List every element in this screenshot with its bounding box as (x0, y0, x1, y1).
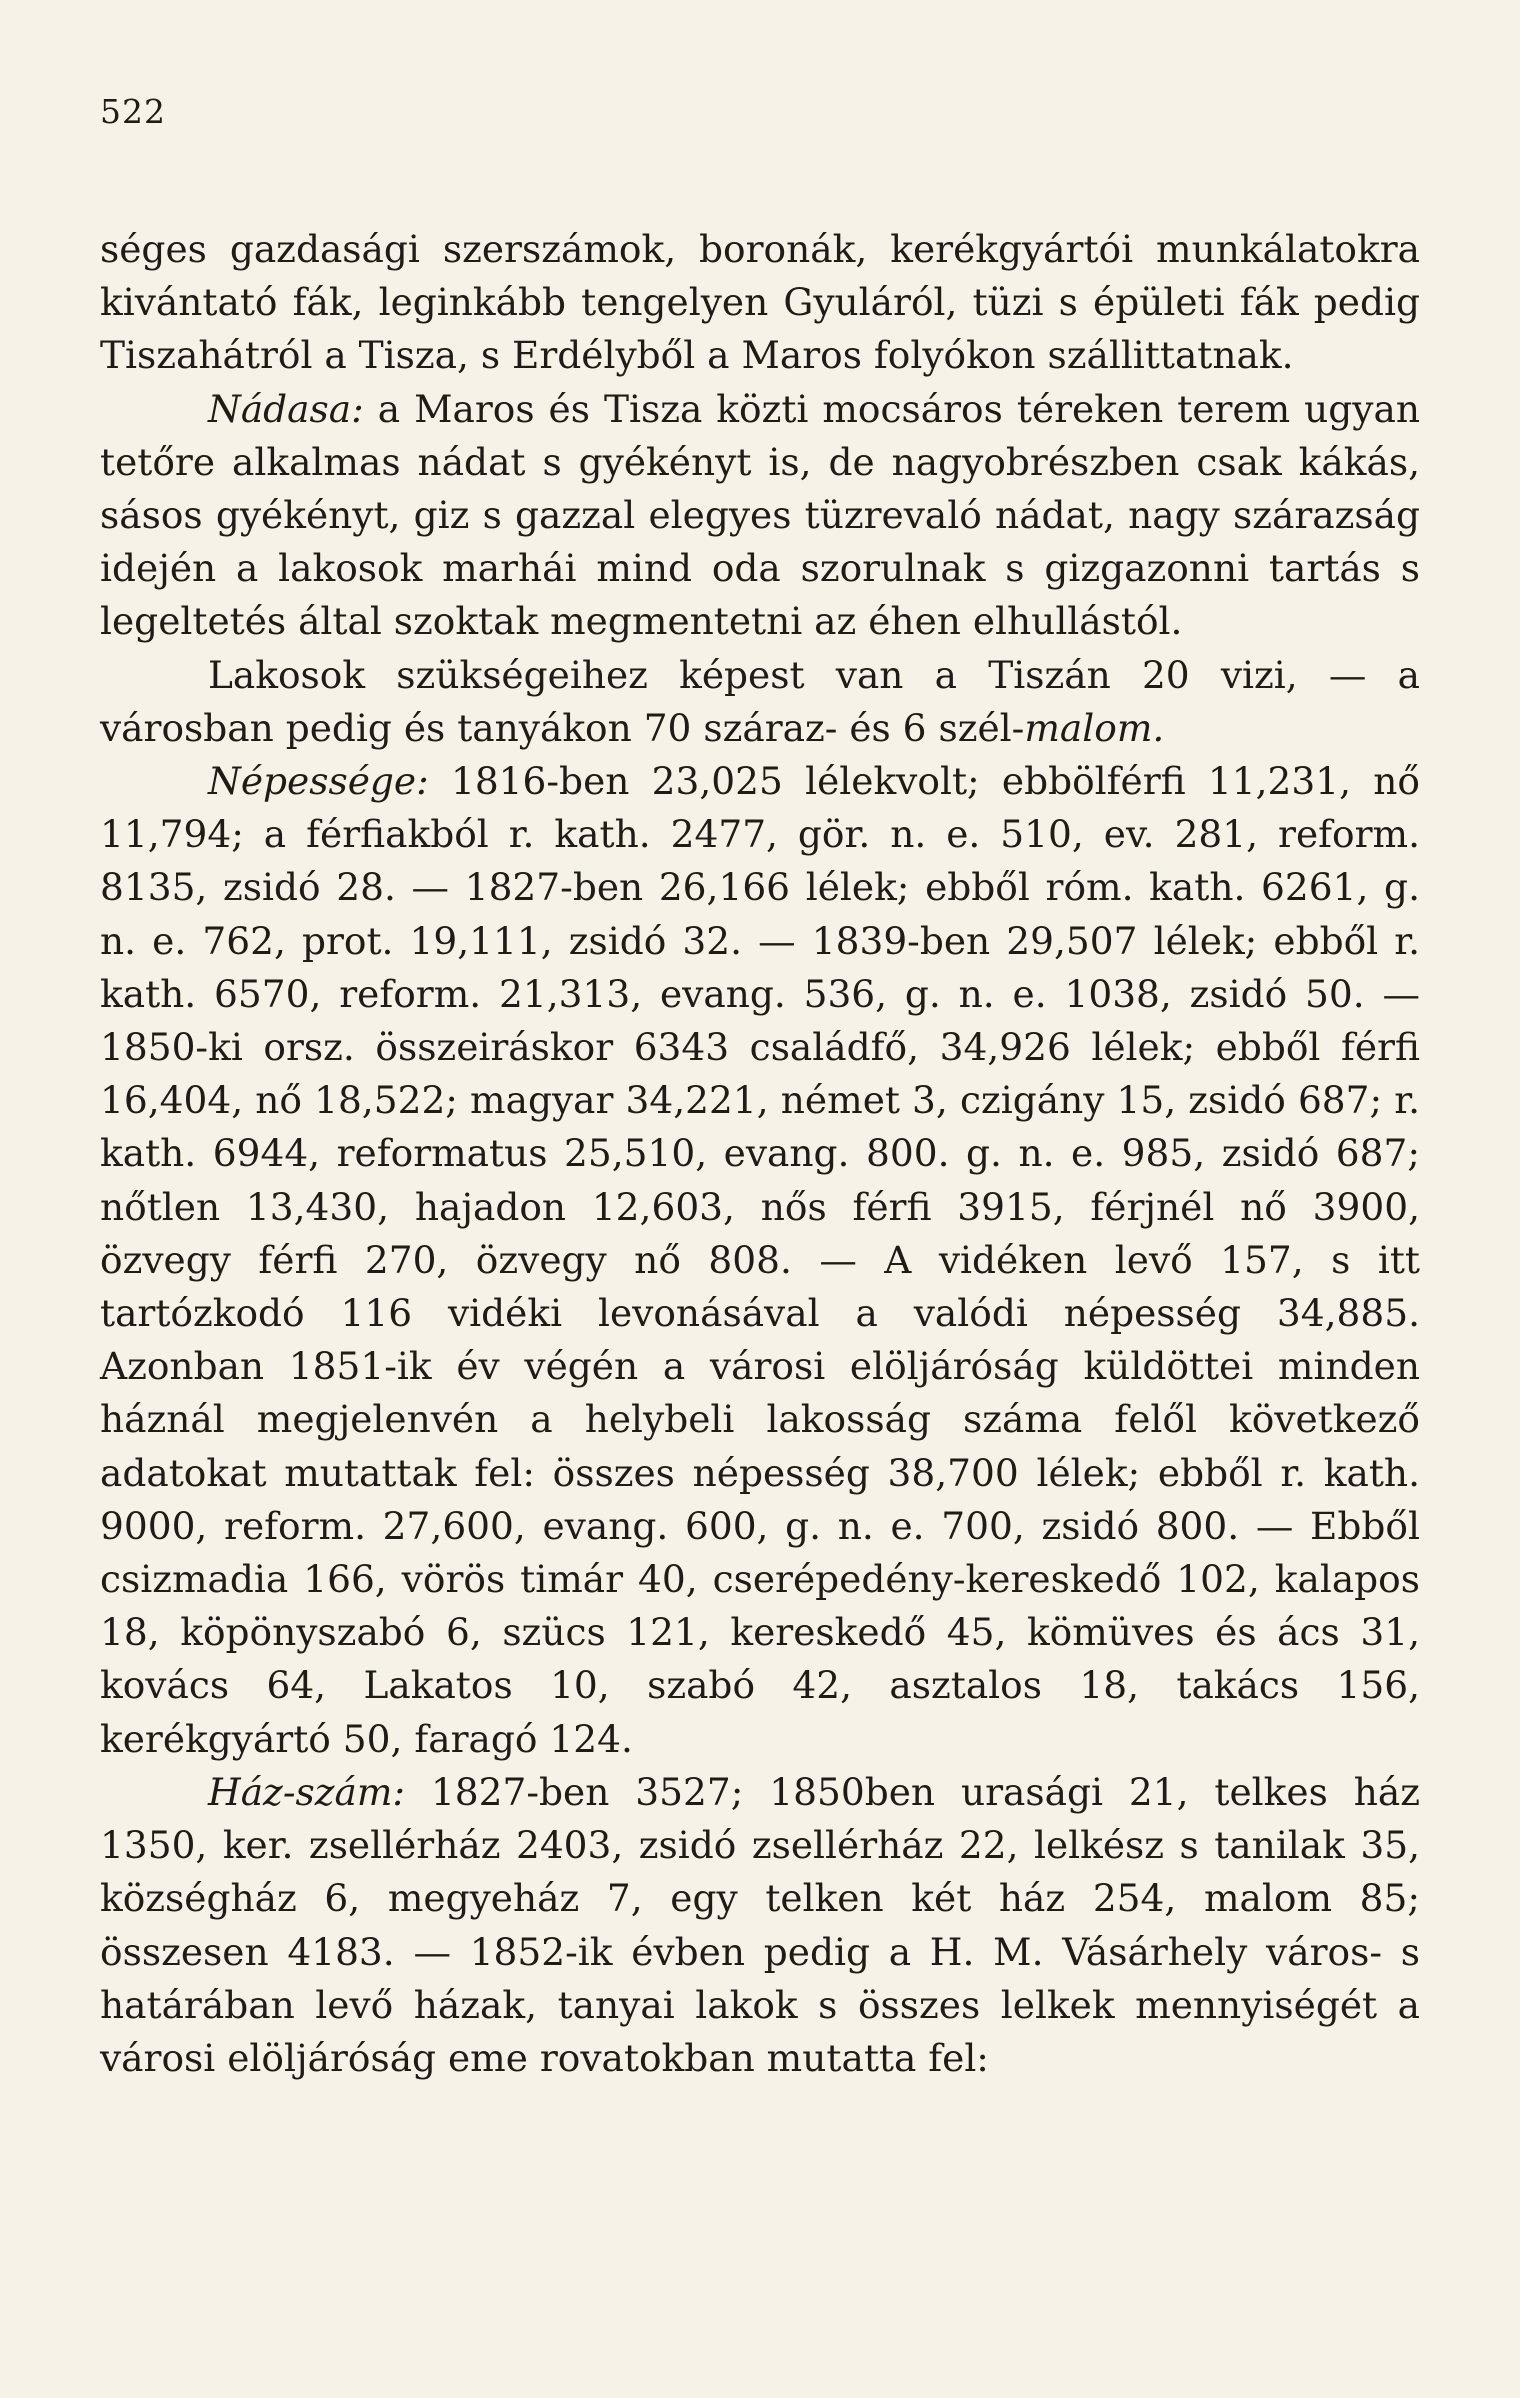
paragraph-text: 1816-ben 23,025 lélekvolt; ebbölférfi 11,231, nő 11,794; a férfiakból r. kath. 2477, gör. n. e. 510, ev. 281, reform. 8135, zsidó 28. — 1827-ben 26,166 lélek; ebből róm. kath. 6261, g. n. e. 762, prot. 19,111, zsidó 32. — 1839-ben 29,507 lélek; ebből r. kath. 6570, reform. 21,313, evang. 536, g. n. e. 1038, zsidó 50. — 1850-ki orsz. összeiráskor 6343 családfő, 34,926 lélek; ebből férfi 16,404, nő 18,522; magyar 34,221, német 3, czigány 15, zsidó 687; r. kath. 6944, reformatus 25,510, evang. 800. g. n. e. 985, zsidó 687; nőtlen 13,430, hajadon 12,603, nős férfi 3915, férjnél nő 3900, özvegy férfi 270, özvegy nő 808. — A vidéken levő 157, s itt tartózkodó 116 vidéki levonásával a valódi népesség 34,885. Azonban 1851-ik év végén a városi elöljáróság küldöttei minden háznál megjelenvén a helybeli lakosság száma felől következő adatokat mutattak fel: összes népesség 38,700 lélek; ebből r. kath. 9000, reform. 27,600, evang. 600, g. n. e. 700, zsidó 800. — Ebből csizmadia 166, vörös timár 40, cserépedény-kereskedő 102, kalapos 18, köpönyszabó 6, szücs 121, kereskedő 45, kömüves és ács 31, kovács 64, Lakatos 10, szabó 42, asztalos 18, takács 156, kerékgyártó 50, faragó 124. (100, 759, 1420, 1761)
paragraph-hazszam (100, 1766, 1420, 2085)
paragraph-text: séges gazdasági szerszámok, boronák, kerékgyártói munkálatokra kivántató fák, leginkább tengelyen Gyuláról, tüzi s épületi fák pedig Tiszahátról a Tisza, s Erdélyből a Maros folyókon szállittatnak. (100, 227, 1420, 378)
paragraph-lead: Nádasa: (208, 386, 364, 431)
paragraph-tail: malom. (1024, 705, 1165, 750)
paragraph-tools (100, 223, 1420, 383)
page-number: 522 (100, 92, 166, 131)
paragraph-nepessege (100, 755, 1420, 1766)
paragraph-malom (100, 649, 1420, 755)
paragraph-lead: Népessége: (208, 759, 429, 804)
body-text (100, 223, 1420, 2085)
paragraph-text: Lakosok szükségeihez képest van a Tiszán 20 vizi, — a városban pedig és tanyákon 70 száraz- és 6 szél- (100, 652, 1420, 750)
paragraph-lead: Ház-szám: (208, 1769, 406, 1814)
paragraph-nadasa (100, 383, 1420, 649)
paragraph-text: a Maros és Tisza közti mocsáros téreken terem ugyan tetőre alkalmas nádat s gyékényt is, de nagyobrészben csak kákás, sásos gyékényt, giz s gazzal elegyes tüzrevaló nádat, nagy szárazság idején a lakosok marhái mind oda szorulnak s gizgazonni tartás s legeltetés által szoktak megmentetni az éhen elhullástól. (100, 386, 1420, 644)
paragraph-text: 1827-ben 3527; 1850ben urasági 21, telkes ház 1350, ker. zsellérház 2403, zsidó zsellérház 22, lelkész s tanilak 35, községház 6, megyeház 7, egy telken két ház 254, malom 85; összesen 4183. — 1852-ik évben pedig a H. M. Vásárhely város- s határában levő házak, tanyai lakok s összes lelkek mennyiségét a városi elöljáróság eme rovatokban mutatta fel: (100, 1769, 1420, 2080)
